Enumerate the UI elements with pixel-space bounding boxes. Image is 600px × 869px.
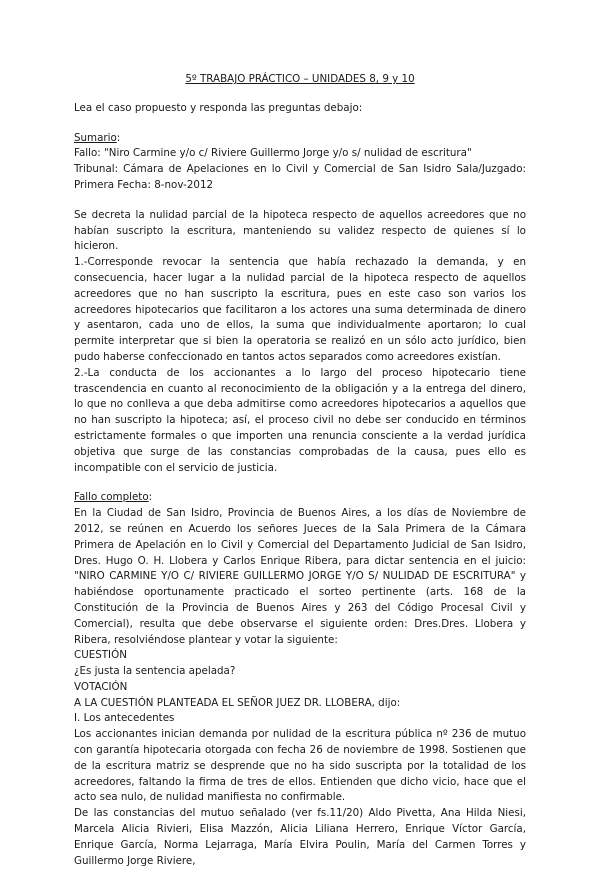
instruction-text: Lea el caso propuesto y responda las preguntas debajo: <box>74 101 363 114</box>
fallo-completo-heading-label: Fallo completo <box>74 491 149 504</box>
summary-paragraph-2: 2.-La conducta de los accionantes a lo largo del proceso hipotecario tiene trascendencia en cuanto al reconocimiento de la obligación y a la entrega del dinero, lo que no conlleva a que deba admitirse como acreedores hipotecarios a aquellos que no han suscripto la hipoteca; así, el proceso civil no debe ser conducido en términos estrictamente formales o que importen una renuncia consciente a la verdad jurídica objetiva que surge de las constancias comprobadas de la causa, pues ello es incompatible con el servicio de justicia. <box>74 366 526 474</box>
vote-heading: A LA CUESTIÓN PLANTEADA EL SEÑOR JUEZ DR. LLOBERA, dijo: <box>74 696 401 709</box>
document-title: 5º TRABAJO PRÁCTICO – UNIDADES 8, 9 y 10 <box>185 73 415 85</box>
spacer <box>74 117 526 131</box>
sumario-fallo: Fallo: "Niro Carmine y/o c/ Riviere Guillermo Jorge y/o s/ nulidad de escritura" <box>74 147 472 160</box>
summary-paragraph-0: Se decreta la nulidad parcial de la hipoteca respecto de aquellos acreedores que no habían suscripto la escritura, manteniendo su validez respecto de quienes sí lo hicieron. <box>74 208 526 253</box>
antecedentes-paragraph-2: De las constancias del mutuo señalado (ver fs.11/20) Aldo Pivetta, Ana Hilda Niesi, Marcela Alicia Rivieri, Elisa Mazzón, Alicia Liliana Herrero, Enrique Víctor García, Enrique García, Norma Lejarraga, María Elvira Poulin, María del Carmen Torres y Guillermo Jorge Riviere, <box>74 807 526 867</box>
summary-paragraph-1: 1.-Corresponde revocar la sentencia que había rechazado la demanda, y en consecuencia, hacer lugar a la nulidad parcial de la hipoteca respecto de aquellos acreedores que no han suscripto la escritura, pues en este caso son varios los acreedores hipotecarios que facilitaron a los actores una suma determinada de dinero y asentaron, cada uno de ellos, la suma que individualmente aportaron; lo cual permite interpretar que si bien la operatoria se realizó en un sólo acto jurídico, bien pudo haberse confeccionado en tantos actos separados como acreedores existían. <box>74 256 526 363</box>
antecedentes-paragraph-1: Los accionantes inician demanda por nulidad de la escritura pública nº 236 de mutuo con garantía hipotecaria otorgada con fecha 26 de noviembre de 1998. Sostienen que de la escritura matriz se desprende que no ha sido suscripta por la totalidad de los acreedores, faltando la firma de tres de ellos. Entienden que dicho vicio, hace que el acto sea nulo, de nulidad manifiesta no confirmable. <box>74 728 526 804</box>
cuestion-question: ¿Es justa la sentencia apelada? <box>74 665 236 678</box>
sumario-heading-label: Sumario <box>74 131 117 144</box>
fallo-completo-heading: Fallo completo: <box>74 491 153 504</box>
spacer <box>74 194 526 208</box>
sumario-tribunal: Tribunal: Cámara de Apelaciones en lo Civil y Comercial de San Isidro Sala/Juzgado: Primera Fecha: 8-nov-2012 <box>74 163 526 191</box>
cuestion-label: CUESTIÓN <box>74 649 127 662</box>
sumario-heading: Sumario: <box>74 131 121 144</box>
section-antecedentes: I. Los antecedentes <box>74 712 175 725</box>
fallo-intro: En la Ciudad de San Isidro, Provincia de Buenos Aires, a los días de Noviembre de 2012, se reúnen en Acuerdo los señores Jueces de la Sala Primera de la Cámara Primera de Apelación en lo Civil y Comercial del Departamento Judicial de San Isidro, Dres. Hugo O. H. Llobera y Carlos Enrique Ribera, para dictar sentencia en el juicio: "NIRO CARMINE Y/O C/ RIVIERE GUILLERMO JORGE Y/O S/ NULIDAD DE ESCRITURA" y habiéndose oportunamente practicado el sorteo pertinente (arts. 168 de la Constitución de la Provincia de Buenos Aires y 263 del Código Procesal Civil y Comercial), resulta que debe observarse el siguiente orden: Dres.Dres. Llobera y Ribera, resolviéndose plantear y votar la siguiente: <box>74 507 526 646</box>
spacer <box>74 476 526 490</box>
votacion-label: VOTACIÓN <box>74 680 128 693</box>
